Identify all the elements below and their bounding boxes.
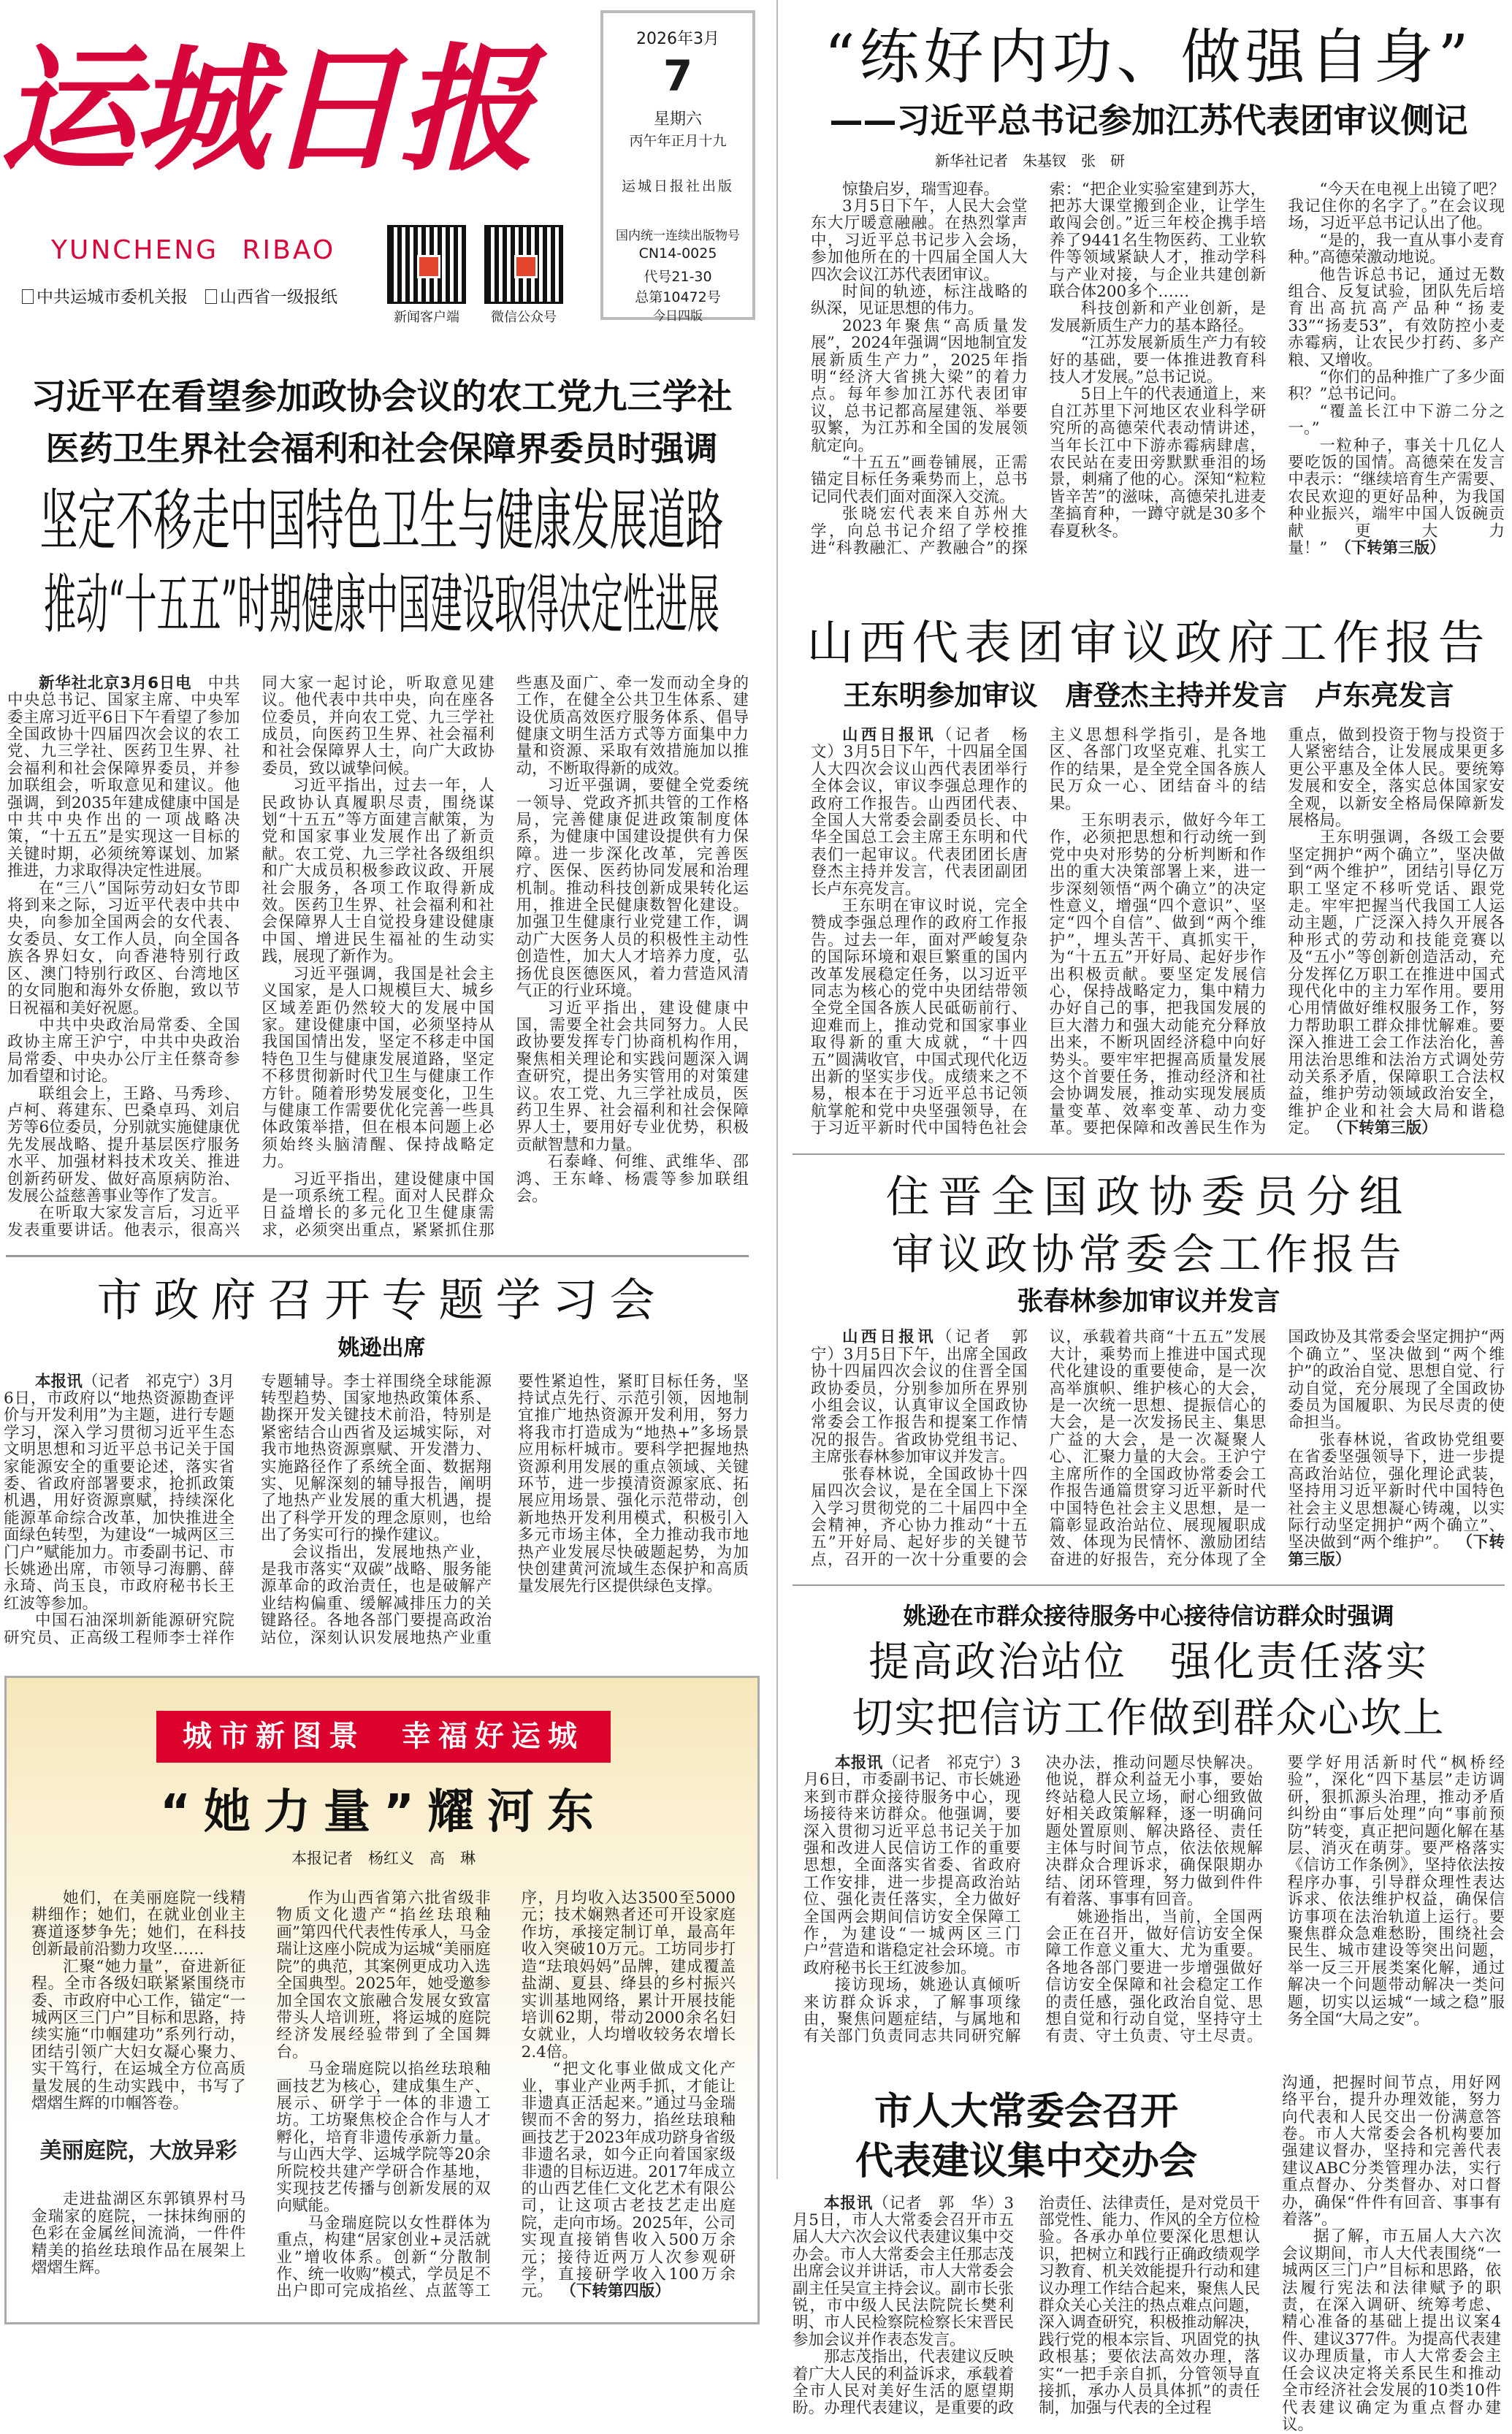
feature-byline: 本报记者 杨红义 高 琳 (291, 1849, 476, 1867)
paragraph: 习近平指出，建设健康中国，需要全社会共同努力。人民政协要发挥专门协商机构作用，聚焦相关理论和实践问题深入调查研究，提出务实管用的对策建议。农工党、九三学社成员，医药卫生界、社会福利和社会保障界人士，要用好专业优势，积极贡献智慧和力量。 (516, 999, 749, 1154)
paragraph: 那志茂指出，代表建议反映着广大人民的利益诉求，承载着全市人民对美好生活的愿望期盼。办理代表建议，是重要的政治责任、法律责任，是对党员干部党性、能力、作风的全方位检验。各承办单位要深化思想认识，把树立和践行正确政绩观学习教育、机关效能提升行动和建议办理工作结合起来，聚焦人民群众关心关注的热点难点问题，深入调查研究，积极推动解决，践行党的根本宗旨、巩固党的执政根基；要依法高效办理，落实“一把手亲自抓，分管领导直接抓，承办人员具体抓”的责任制，加强与代表的全过程 (793, 2194, 1260, 2418)
paragraph: 张春林说，全国政协十四届四次会议，是在全国上下深入学习贯彻党的二十届四中全会精神，齐心协力推动“十五五”开好局、起好步的关键节点，召开的一次十分重要的会议，承载着共商“十五五”发展大计，乘势而上推进中国式现代化建设的重要使命，是一次高举旗帜、维护核心的大会，是一次统一思想、提振信心的大会，是一次发扬民主、集思广益的大会，是一次凝聚人心、汇聚力量的大会。王沪宁主席所作的全国政协常委会工作报告通篇贯穿习近平新时代中国特色社会主义思想，是一篇彰显政治站位、展现履职成效、体现为民情怀、激励团结奋进的好报告，充分体现了全国政协及其常委会坚定拥护“两个确立”、坚决做到“两个维护”的政治自觉、思想自觉、行动自觉，充分展现了全国政协委员为国履职、为民尽责的使命担当。 (811, 1328, 1505, 1569)
paragraph: 3月5日下午，人民大会堂东大厅暖意融融。在热烈掌声中，习近平总书记步入会场，参加他所在的十四届全国人大四次会议江苏代表团审议。 (811, 197, 1028, 284)
newspaper-logo: 运城日报 (0, 29, 532, 189)
feature-title: “她力量”耀河东 (159, 1785, 608, 1840)
left-lane (0, 0, 763, 2324)
date-day: 7 (663, 51, 693, 101)
paragraph: 在听取大家发言后，习近平发表重要讲话。他表示，很高兴同大家一起讨论，听取意见建议。他代表中共中央，向在座各位委员，并向农工党、九三学社成员，向医药卫生界、社会福利和社会保障界人士，向广大政协委员，致以诚挚问候。 (7, 674, 495, 1240)
paragraph: 沟通，把握时间节点，用好网络平台，提升办理效能，努力向代表和人民交出一份满意答卷。市人大常委会各机构要加强建议督办，坚持和完善代表建议ABC分类管理办法，实行重点督办、分类督办、对口督办，确保“件件有回音、事事有着落”。 (1282, 2073, 1501, 2229)
paragraph: 新华社北京3月6日电 中共中央总书记、国家主席、中央军委主席习近平6日下午看望了参加全国政协十四届四次会议的农工党、九三学社、医药卫生界、社会福利和社会保障界委员，并参加联组会，听取意见和建议。他强调，到2035年建成健康中国是中共中央作出的一项战略决策，“十五五”是实现这一目标的关键时期，必须统筹谋划、加紧推进，力求取得决定性进展。 (7, 674, 240, 881)
paragraph: 中国石油深圳新能源研究院研究员、正高级工程师李士祥作专题辅导。李士祥围绕全球能源转型趋势、国家地热政策体系、勘探开发关键技术前沿，特别是紧密结合山西省及运城实际，对我市地热资源禀赋、开发潜力、实施路径作了系统全面、数据翔实、见解深刻的辅导报告，阐明了地热产业发展的重大机遇，提出了科学开发的理念原则，也给出了务实可行的操作建议。 (4, 1372, 492, 1647)
paragraph: 王东明表示，做好今年工作，必须把思想和行动统一到党中央对形势的分析判断和作出的重大决策部署上来，进一步深刻领悟“两个确立”的决定性意义，增强“四个意识”、坚定“四个自信”、做到“两个维护”，埋头苦干、真抓实干，为“十五五”开好局、起好步作出积极贡献。要坚定发展信心，保持战略定力，集中精力办好自己的事，把我国发展的巨大潜力和强大动能充分释放出来，不断巩固经济稳中向好势头。要牢牢把握高质量发展这个首要任务，推动经济和社会协调发展，推动实现发展质量变革、效率变革、动力变革。要把保障和改善民生作为重点，做到投资于物与投资于人紧密结合，让发展成果更多更公平惠及全体人民。要统筹发展和安全，落实总体国家安全观，以新安全格局保障新发展格局。 (1049, 725, 1505, 1138)
paragraph: 马金瑞庭院以掐丝珐琅釉画技艺为核心，建成集生产、展示、研学于一体的非遗工坊。工坊聚焦校企合作与人才孵化，培育非遗传承新力量。与山西大学、运城学院等20余所院校共建产学研合作基地，实现技艺传播与创新发展的双向赋能。 (276, 2060, 491, 2216)
masthead (0, 0, 763, 325)
paragraph: 习近平指出，过去一年，人民政协认真履职尽责，围绕谋划“十五五”等方面建言献策，为党和国家事业发展作出了新贡献。农工党、九三学社各级组织和广大成员积极参政议政、开展社会服务，各项工作取得新成效。医药卫生界、社会福利和社会保障界人士自觉投身建设健康中国、增进民生福祉的生动实践，展现了新作为。 (261, 777, 495, 966)
side-feature-article (793, 0, 1505, 557)
paragraph: 5日上午的代表通道上，来自江苏里下河地区农业科学研究所的高德荣代表动情讲述，当年长江中下游赤霉病肆虐，农民站在麦田旁默默垂泪的场景，刺痛了他的心。深知“粒粒皆辛苦”的滋味，高德荣扎进麦垄搞育种，一蹲守就是30多个春夏秋冬。 (1049, 385, 1267, 541)
dateline: 本报讯 (824, 2194, 874, 2213)
paragraph: 张春林说，省政协党组要在省委坚强领导下，进一步提高政治站位，强化理论武装，坚持用习近平新时代中国特色社会主义思想凝心铸魂，以实际行动坚定拥护“两个确立”、坚决做到“两个维护”。 （下转第三版） (1288, 1430, 1505, 1569)
side-feature-body (811, 181, 1505, 557)
petition-body (803, 1755, 1505, 2045)
shanxi-article (793, 616, 1505, 1137)
paragraph: 作为山西省第六批省级非物质文化遗产“掐丝珐琅釉画”第四代代表性传承人，马金瑞让这座小院成为运城“美丽庭院”的典范，其案例更成功入选全国典型。2025年，她受邀参加全国农文旅融合发展女致富带头人培训班，将运城的庭院经济发展经验带到了全国舞台。 (276, 1889, 491, 2061)
paragraph: 一粒种子，事关十几亿人要吃饭的国情。高德荣在发言中表示：“继续培育生产需要、农民欢迎的更好品种，为我国种业振兴，端牢中国人饭碗贡献更大力量！” （下转第三版） (1288, 436, 1505, 558)
npc-body-part-1 (793, 2195, 1260, 2417)
paragraph: “你们的品种推广了多少面积？”总书记问。 (1288, 368, 1505, 404)
npc-article (793, 2075, 1505, 2434)
column-divider (776, 0, 778, 2179)
study-headline: 市政府召开专题学习会 (96, 1273, 667, 1327)
date-lunar: 丙午年正月十九 (629, 133, 727, 149)
publisher: 运城日报社出版 (621, 178, 734, 194)
lead-body (7, 675, 749, 1239)
date-weekday: 星期六 (653, 110, 702, 129)
feature-body (31, 1890, 736, 2300)
paragraph: 山西日报讯（记者 郭 宁）3月5日下午，出席全国政协十四届四次会议的住晋全国政协委员，分别参加所在界别小组会议，认真审议全国政协常委会工作报告和提案工作情况的报告。省政协党组书记、主席张春林参加审议并发言。 (811, 1328, 1044, 1467)
continued-on-page-link[interactable]: （下转第三版） (1288, 1533, 1505, 1569)
qr-code-wechat-icon[interactable] (484, 225, 563, 304)
qr-label-wechat: 微信公众号 (491, 310, 557, 325)
date-year-month: 2026年3月 (636, 30, 719, 48)
paragraph: “是的，我一直从事小麦育种。”高德荣激动地说。 (1288, 231, 1505, 267)
cppcc-subtitle: 张春林参加审议并发言 (1017, 1286, 1280, 1317)
section-divider (6, 1255, 749, 1257)
paragraph: 习近平强调，我国是社会主义国家，是人口规模巨大、城乡区域差距仍然较大的发展中国家。建设健康中国，必须坚持从我国国情出发，坚定不移走中国特色卫生与健康发展道路，坚定不移贯彻新时代卫生与健康工作方针。随着形势发展变化，卫生与健康工作需要优化完善一些具体政策举措，但在根本问题上必须始终头脑清醒、保持战略定力。 (261, 964, 495, 1172)
qr-code-news-app-icon[interactable] (387, 225, 466, 304)
paragraph: 2023年聚焦“高质量发展”，2024年强调“因地制宜发展新质生产力”，2025年指明“经济大省挑大梁”的着力点。每年参加江苏代表团审议，总书记都高屋建瓴、举要驭繁，为江苏和全国的发展领航定向。 (811, 316, 1028, 455)
qr-label-news-app: 新闻客户端 (394, 310, 459, 325)
paragraph: “十五五”画卷铺展，正需锚定目标任务乘势而上，总书记同代表们面对面深入交流。 (811, 454, 1028, 506)
continued-on-page-link[interactable]: （下转第三版） (1343, 539, 1446, 558)
cppcc-body (811, 1329, 1505, 1568)
petition-kicker: 姚逊在市群众接待服务中心接待信访群众时强调 (903, 1602, 1394, 1630)
lead-headline-2: 推动“十五五”时期健康中国建设取得决定性进展 (44, 568, 719, 643)
shanxi-body (811, 727, 1505, 1137)
page-count: 今日四版 (653, 309, 703, 324)
paragraph: 习近平指出，建设健康中国是一项系统工程。面对人民群众日益增长的多元化卫生健康需求，必须突出重点，紧紧抓住那些惠及面广、牵一发而动全身的工作，在健全公共卫生体系、建设优质高效医疗服务体系、倡导健康文明生活方式等方面集中力量和资源、采取有效措施加以推动，不断取得新的成效。 (261, 674, 749, 1240)
dateline: 本报讯 (35, 1372, 83, 1391)
lead-headline-1: 坚定不移走中国特色卫生与健康发展道路 (39, 483, 724, 560)
cppcc-headline-2: 审议政协常委会工作报告 (891, 1229, 1406, 1279)
paragraph: 科技创新和产业创新，是发展新质生产力的基本路径。 (1049, 300, 1267, 335)
lead-headline-1-wrap (0, 482, 763, 568)
paragraph: 马金瑞庭院以女性群体为重点，构建“居家创业+灵活就业”增收体系。创新“分散制作、统一收购”模式，学员足不出户即可完成掐丝、点蓝等工序，月均收入达3500至5000元；技术娴熟者还可开设家庭作坊，承接定制订单，最高年收入突破10万元。工坊同步打造“珐琅妈妈”品牌，建成覆盖盐湖、夏县、绛县的乡村振兴实训基地网络，累计开展技能培训62期，带动2000余名妇女就业，人均增收较务农增长2.4倍。 (276, 1889, 736, 2301)
issue-number: 总第10472号 (635, 289, 721, 305)
cn-number: CN14-0025 (638, 245, 717, 262)
lead-headline-2-wrap (0, 568, 763, 660)
dateline: 山西日报讯 (842, 1328, 936, 1347)
shanxi-headline: 山西代表团审议政府工作报告 (806, 616, 1491, 671)
study-subtitle: 姚逊出席 (337, 1335, 426, 1361)
right-lane (793, 0, 1505, 2433)
masthead-tags (22, 283, 337, 308)
petition-article (793, 1602, 1505, 2045)
paragraph: 王东明强调，各级工会要坚定拥护“两个确立”，坚决做到“两个维护”，团结引导亿万职工坚定不移听党话、跟党走。牢牢把握当代我国工人运动主题，广泛深入持久开展各种形式的劳动和技能竞赛以及“五小”等创新创造活动，充分发挥亿万职工在推进中国式现代化中的主力军作用。要用心用情做好维权服务工作，努力帮助职工群众排忧解难。要深入推进工会工作法治化，善用法治思维和法治方式调处劳动关系矛盾，保障职工合法权益，维护劳动领域政治安全，维护企业和社会大局和谐稳定。 （下转第三版） (1288, 828, 1505, 1138)
tag-party-organ: 中共运城市委机关报 (22, 283, 188, 308)
study-body (4, 1373, 749, 1647)
paragraph: 汇聚“她力量”，奋进新征程。全市各级妇联紧紧围绕市委、市政府中心工作，锚定“一城两区三门户”目标和思路，持续实施“巾帼建功”系列行动，团结引领广大妇女凝心聚力、实干笃行，在运城全方位高质量发展的生动实践中，书写了熠熠生辉的巾帼答卷。 (31, 1957, 246, 2113)
npc-headline-2: 代表建议集中交办会 (855, 2139, 1197, 2184)
paragraph: 据了解，市五届人大六次会议期间，市人大代表围绕“一城两区三门户”目标和思路，依法履行宪法和法律赋予的职责，在深入调研、统筹考虑、精心准备的基础上提出议案4件、建议377件。为提高代表建议办理质量，市人大常委会主任会议决定将关系民生和推动全市经济社会发展的10类10件代表建议确定为重点督办建议。 (1282, 2227, 1501, 2434)
petition-headline-2: 切实把信访工作做到群众心坎上 (852, 1694, 1446, 1742)
paragraph: “江苏发展新质生产力有较好的基础，要一体推进教育科技人才发展。”总书记说。 (1049, 334, 1267, 387)
petition-headline-1: 提高政治站位 强化责任落实 (868, 1638, 1429, 1686)
npc-main (793, 2075, 1260, 2434)
npc-side (1282, 2075, 1501, 2434)
serial-label: 国内统一连续出版物号 (616, 229, 740, 243)
paragraph: “把文化事业做成文化产业，事业产业两手抓，才能让非遗真正活起来。”通过马金瑞锲而不舍的努力，掐丝珐琅釉画技艺于2023年成功跻身省级非遗名录，如今正向着国家级非遗的目标迈进。2017年成立的山西艺佳仁文化艺术有限公司，让这项古老技艺走出庭院，走向市场。2025年，公司实现直接销售收入500万余元；接待近两万人次参观研学，直接研学收入100万余元。 （下转第四版） (521, 2060, 736, 2301)
paragraph: 会议指出，发展地热产业，是我市落实“双碳”战略、服务能源革命的政治责任，也是破解产业结构偏重、缓解减排压力的关键路径。各地各部门要提高政治站位，深刻认识发展地热产业重要性紧迫性，紧盯目标任务，坚持试点先行、示范引领，因地制宜推广地热资源开发利用，努力将我市打造成为“地热+”多场景应用标杆城市。要科学把握地热资源利用发展的重点领域、关键环节，进一步摸清资源家底、拓展应用场景、强化示范带动，创新地热开发利用模式，积极引入多元市场主体，全力推动我市地热产业发展尽快破题起势，为加快创建黄河流域生态保护和高质量发展先行区提供绿色支撑。 (261, 1372, 749, 1647)
paragraph: 石泰峰、何维、武维华、邵鸿、王东峰、杨震等参加联组会。 (516, 1153, 749, 1205)
dateline: 本报讯 (835, 1753, 883, 1772)
paragraph: 时间的轨迹，标注战略的纵深，见证思想的伟力。 (811, 283, 1028, 318)
lead-kicker-1: 习近平在看望参加政协会议的农工党九三学社 (31, 376, 733, 417)
study-article (0, 1273, 763, 1647)
dateline: 新华社北京3月6日电 (39, 674, 192, 693)
cppcc-article (793, 1171, 1505, 1568)
women-feature-box (4, 1676, 760, 2324)
paragraph: 本报讯（记者 祁克宁）3月6日，市委副书记、市长姚逊来到市群众接待服务中心，现场接待来访群众。他强调，要深入贯彻习近平总书记关于加强和改进人民信访工作的重要思想，全面落实省委、省政府工作安排，进一步提高政治站位、强化责任落实，全力做好全国两会期间信访安全保障工作，为建设“一城两区三门户”营造和谐稳定社会环境。市政府秘书长王红波参加。 (803, 1753, 1021, 1977)
tag-provincial-paper: 山西省一级报纸 (205, 283, 337, 308)
dateline: 山西日报讯 (842, 725, 936, 744)
paragraph: 姚逊指出，当前，全国两会正在召开，做好信访安全保障工作意义重大、尤为重要。各地各部门要进一步增强做好信访安全保障和社会稳定工作的责任感，强化政治自觉、思想自觉和行动自觉，坚持守土有责、守土负责、守土尽责。要学好用活新时代“枫桥经验”，深化“四下基层”走访调研，狠抓源头治理，推动矛盾纠纷由“事后处理”向“事前预防”转变，真正把问题化解在基层、消灭在萌芽。要严格落实《信访工作条例》，坚持依法按程序办事，引导群众理性表达诉求、依法维护权益，确保信访事项在法治轨道上运行。要聚焦群众急难愁盼，围绕社会民生、城市建设等突出问题，举一反三开展类案化解，通过解决一个问题带动解决一类问题，切实以运城“一域之稳”服务全国“大局之安”。 (1045, 1753, 1505, 2046)
paragraph: 习近平强调，要健全党委统一领导、党政齐抓共管的工作格局，完善健康促进政策制度体系，为健康中国建设提供有力保障。进一步深化改革，完善医疗、医保、医药协同发展和治理机制。推动科技创新成果转化运用，推进全民健康数智化建设。加强卫生健康行业党建工作，调动广大医务人员的积极性主动性创造性，加大人才培养力度，弘扬优良医德医风，着力营造风清气正的行业环境。 (516, 777, 749, 1001)
newspaper-pinyin-name: YUNCHENG RIBAO (51, 235, 336, 265)
side-feature-title: “练好内功、做强自身” (824, 23, 1473, 92)
paragraph: 本报讯（记者 郭 华）3月5日，市人大常委会召开市五届人大六次会议代表建议集中交办会。市人大常委会主任那志茂出席会议并讲话，市人大常委会副主任吴宣主持会议。副市长张锐，市中级人民法院院长樊利明、市人民检察院检察长宋晋民参加会议并作表态发言。 (793, 2194, 1014, 2349)
paragraph: 她们，在美丽庭院一线精耕细作；她们，在就业创业主赛道逐梦争先；她们，在科技创新最前沿勠力攻坚…… (31, 1889, 246, 1959)
side-feature-subtitle: ——习近平总书记参加江苏代表团审议侧记 (829, 101, 1468, 141)
paragraph: 本报讯（记者 祁克宁）3月6日，市政府以“地热资源勘查评价与开发利用”为主题，进行专题学习，深入学习贯彻习近平生态文明思想和习近平总书记关于国家能源安全的重要论述，落实省委、省政府部署要求，抢抓政策机遇，用好资源禀赋，持续深化能源革命综合改革，加快推进全面绿色转型，为建设“一城两区三门户”赋能加力。市委副书记、市长姚逊出席，市领导刁海鹏、薛永琦、尚玉良，市政府秘书长王红波等参加。 (4, 1372, 234, 1613)
paragraph: “覆盖长江中下游二分之一。” (1288, 402, 1505, 438)
paragraph: “今天在电视上出镜了吧？我记住你的名字了。”在会议现场，习近平总书记认出了他。 (1288, 180, 1505, 233)
paragraph: 张晓宏代表来自苏州大学，向总书记介绍了学校推进“科教融汇、产教融合”的探索：“把企业实验室建到苏大，把苏大课堂搬到企业，让学生敢闯会创。”近三年校企携手培养了9441名生物医药、工业软件等领域紧缺人才，推动学科与产业对接，与企业共建创新联合体200多个…… (811, 180, 1267, 558)
date-box (600, 10, 755, 324)
postal-code: 代号21-30 (644, 269, 712, 285)
feature-subhead: 美丽庭院，大放异彩 (39, 2138, 237, 2164)
cppcc-headline-1: 住晋全国政协委员分组 (885, 1171, 1412, 1223)
paragraph: 走进盐湖区东郭镇界村马金瑞家的庭院，一抹抹绚丽的色彩在金属丝间流淌，一件件精美的掐丝珐琅作品在展架上熠熠生辉。 (31, 2190, 246, 2277)
npc-body-part-2 (1282, 2075, 1501, 2434)
section-divider (793, 1153, 1505, 1155)
paragraph: 在“三八”国际劳动妇女节即将到来之际，习近平代表中共中央，向参加全国两会的女代表、女委员、女工作人员，向全国各族各界妇女，向香港特别行政区、澳门特别行政区、台湾地区的女同胞和海外女侨胞，致以节日祝福和美好祝愿。 (7, 879, 240, 1018)
lead-kicker-2: 医药卫生界社会福利和社会保障界委员时强调 (45, 428, 718, 468)
shanxi-subtitle: 王东明参加审议 唐登杰主持并发言 卢东亮发言 (843, 679, 1454, 712)
side-feature-byline: 新华社记者 朱基钗 张 研 (935, 151, 1125, 169)
paragraph: 王东明在审议时说，完全赞成李强总理作的政府工作报告。过去一年，面对严峻复杂的国际环境和艰巨繁重的国内改革发展稳定任务，以习近平同志为核心的党中央团结带领全党全国各族人民砥砺前行、迎难而上，推动党和国家事业取得新的重大成就，“十四五”圆满收官，中国式现代化迈出新的坚实步伐。成绩来之不易，根本在于习近平总书记领航掌舵和党中央坚强领导，在于习近平新时代中国特色社会主义思想科学指引，是各地区、各部门攻坚克难、扎实工作的结果，是全党全国各族人民万众一心、团结奋斗的结果。 (811, 725, 1267, 1138)
paragraph: 山西日报讯（记者 杨 文）3月5日下午，十四届全国人大四次会议山西代表团举行全体会议，审议李强总理作的政府工作报告。山西团代表、全国人大常委会副委员长、中华全国总工会主席王东明和代表们一起审议。代表团团长唐登杰主持并发言，代表团副团长卢东亮发言。 (811, 725, 1044, 899)
continued-on-page-link[interactable]: （下转第四版） (568, 2282, 671, 2301)
paragraph: 他告诉总书记，通过无数组合、反复试验，团队先后培育出高抗高产品种“扬麦33”“扬麦53”，有效防控小麦赤霉病，让农民少打药、多产粮、又增收。 (1288, 265, 1505, 370)
lead-article (0, 376, 763, 1239)
continued-on-page-link[interactable]: （下转第三版） (1335, 1119, 1437, 1138)
paragraph: 联组会上，王路、马秀珍、卢柯、蒋建东、巴桑卓玛、刘启芳等6位委员，分别就实施健康优先发展战略、提升基层医疗服务水平、加强材料技术攻关、推进创新药研发、做好高原病防治、发展公益慈善事业等作了发言。 (7, 1084, 240, 1205)
column-banner: 城市新图景 幸福好运城 (156, 1711, 611, 1763)
paragraph: 中共中央政治局常委、全国政协主席王沪宁，中共中央政治局常委、中央办公厅主任蔡奇参加看望和讨论。 (7, 1015, 240, 1086)
section-divider (793, 1584, 1505, 1586)
paragraph: 惊蛰启岁，瑞雪迎春。 (842, 180, 1000, 199)
paragraph: 接访现场，姚逊认真倾听来访群众诉求，了解事项缘由，聚焦问题症结，与属地和有关部门负责同志共同研究解决办法，推动问题尽快解决。他说，群众利益无小事，要始终站稳人民立场，耐心细致做好相关政策解释，逐一明确问题处置原则、解决路径、责任主体与时间节点，依法依规解决群众合理诉求，确保限期办结、闭环管理，努力做到件件有着落、事事有回音。 (803, 1753, 1263, 2046)
npc-headline-1: 市人大常委会召开 (874, 2088, 1178, 2134)
